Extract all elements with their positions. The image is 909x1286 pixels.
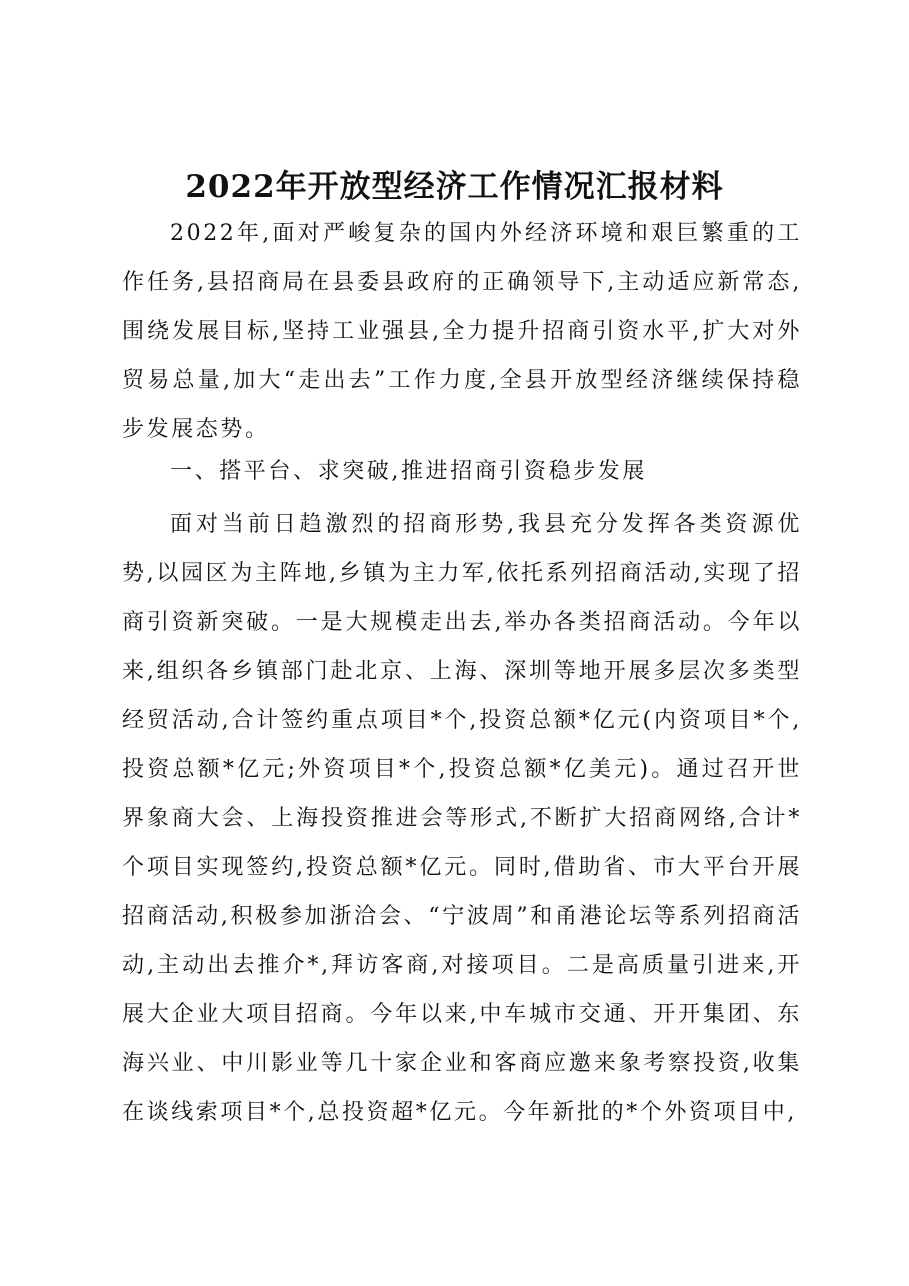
document-title: 2022年开放型经济工作情况汇报材料: [185, 169, 724, 205]
section-heading: 一、搭平台、求突破,推进招商引资稳步发展: [170, 459, 647, 484]
intro-paragraph: 2022年,面对严峻复杂的国内外经济环境和艰巨繁重的工作任务,县招商局在县委县政府的正确领导下,主动适应新常态,围绕发展目标,坚持工业强县,全力提升招商引资水平,扩大对外贸易总量,加大“走出去”工作力度,全县开放型经济继续保持稳步发展态势。: [122, 221, 802, 442]
section-paragraph: 面对当前日趋激烈的招商形势,我县充分发挥各类资源优势,以园区为主阵地,乡镇为主力军,依托系列招商活动,实现了招商引资新突破。一是大规模走出去,举办各类招商活动。今年以来,组织各乡镇部门赴北京、上海、深圳等地开展多层次多类型经贸活动,合计签约重点项目*个,投资总额*亿元(内资项目*个,投资总额*亿元;外资项目*个,投资总额*亿美元)。通过召开世界象商大会、上海投资推进会等形式,不断扩大招商网络,合计*个项目实现签约,投资总额*亿元。同时,借助省、市大平台开展招商活动,积极参加浙洽会、“宁波周”和甬港论坛等系列招商活动,主动出去推介*,拜访客商,对接项目。二是高质量引进来,开展大企业大项目招商。今年以来,中车城市交通、开开集团、东海兴业、中川影业等几十家企业和客商应邀来象考察投资,收集在谈线索项目*个,总投资超*亿元。今年新批的*个外资项目中,: [122, 512, 802, 1125]
